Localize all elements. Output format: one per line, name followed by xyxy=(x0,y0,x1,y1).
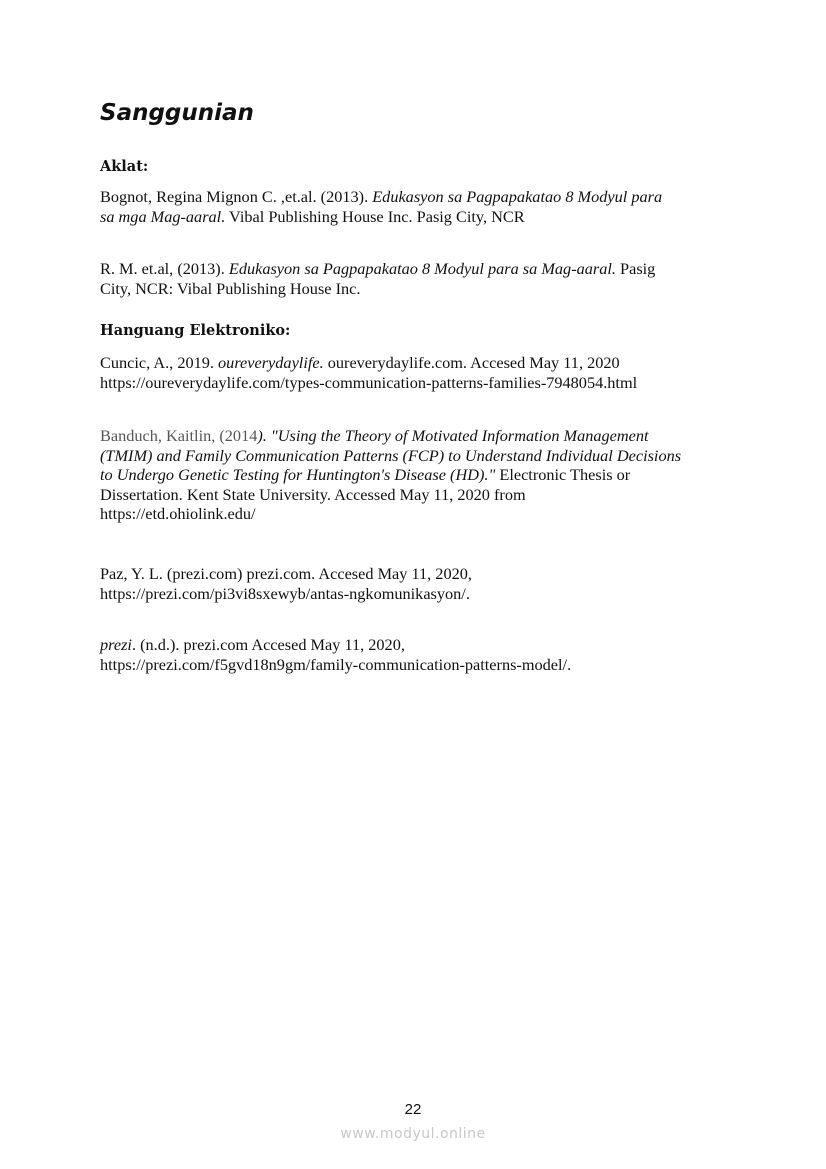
page-title: Sanggunian xyxy=(100,100,254,126)
reference-text: Vibal Publishing House Inc. Pasig City, NCR xyxy=(225,206,525,226)
reference-text: . (n.d.). prezi.com Accesed May 11, 2020, xyxy=(131,635,405,654)
page-number: 22 xyxy=(404,1101,422,1118)
reference-italic-text: oureverydaylife. xyxy=(218,353,324,372)
reference-line xyxy=(100,353,637,373)
reference-text: oureverydaylife.com. Accesed May 11, 2020 xyxy=(323,353,620,372)
reference-italic-text: prezi xyxy=(100,635,132,654)
reference-line xyxy=(100,584,472,604)
reference-line xyxy=(100,465,681,485)
reference-text: Paz, Y. L. (prezi.com) prezi.com. Accesed May 11, 2020, xyxy=(100,564,472,583)
reference-text: R. M. et.al, (2013). xyxy=(100,259,229,278)
reference-italic-text: to Undergo Genetic Testing for Huntington's Disease (HD)." xyxy=(100,465,496,485)
reference-italic-text: (TMIM) and Family Communication Patterns (FCP) to Understand Individual Decisions xyxy=(100,445,682,465)
reference-entry xyxy=(100,187,662,226)
reference-line xyxy=(100,373,637,393)
reference-text: Bognot, Regina Mignon C. ,et.al. (2013). xyxy=(100,187,373,206)
reference-text: Cuncic, A., 2019. xyxy=(100,353,219,372)
reference-line xyxy=(100,279,655,299)
reference-text: https://prezi.com/f5gvd18n9gm/family-communication-patterns-model/. xyxy=(100,654,572,674)
reference-italic-text: ). "Using the Theory of Motivated Information Management xyxy=(257,426,649,445)
reference-italic-text: Edukasyon sa Pagpapakatao 8 Modyul para sa Mag-aaral. xyxy=(228,259,616,278)
reference-entry xyxy=(100,635,571,674)
reference-line xyxy=(100,564,472,584)
watermark: www.modyul.online xyxy=(340,1126,486,1142)
reference-line xyxy=(100,655,571,675)
reference-text: City, NCR: Vibal Publishing House Inc. xyxy=(100,278,361,298)
reference-text: Dissertation. Kent State University. Accessed May 11, 2020 from xyxy=(100,484,526,504)
reference-entry xyxy=(100,426,681,524)
reference-line xyxy=(100,635,571,655)
reference-text: https://oureverydaylife.com/types-communication-patterns-families-7948054.html xyxy=(100,372,638,392)
reference-text: Banduch, Kaitlin, (2014 xyxy=(100,426,258,445)
reference-line xyxy=(100,446,681,466)
reference-text: Electronic Thesis or xyxy=(495,465,631,485)
reference-text: Pasig xyxy=(615,259,656,278)
reference-line xyxy=(100,504,681,524)
reference-entry xyxy=(100,564,472,603)
reference-text: https://etd.ohiolink.edu/ xyxy=(100,504,256,524)
reference-line xyxy=(100,259,655,279)
reference-entry xyxy=(100,259,655,298)
reference-text: https://prezi.com/pi3vi8sxewyb/antas-ngkomunikasyon/. xyxy=(100,583,470,603)
reference-italic-text: Edukasyon sa Pagpapakatao 8 Modyul para xyxy=(372,187,663,206)
reference-line xyxy=(100,485,681,505)
reference-line xyxy=(100,187,662,207)
reference-line xyxy=(100,426,681,446)
section-heading-electronic: Hanguang Elektroniko: xyxy=(100,322,291,339)
reference-italic-text: sa mga Mag-aaral. xyxy=(100,206,226,226)
section-heading-books: Aklat: xyxy=(100,158,149,175)
reference-line xyxy=(100,207,662,227)
reference-entry xyxy=(100,353,637,392)
